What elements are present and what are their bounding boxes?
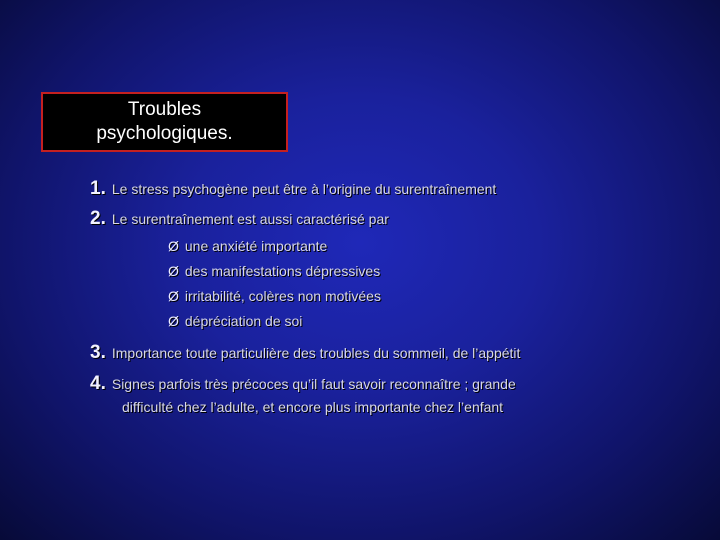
item-number: 4. xyxy=(90,373,106,394)
sub-item-text: des manifestations dépressives xyxy=(184,263,381,279)
sub-item-text: irritabilité, colères non motivées xyxy=(184,288,381,304)
sub-item-text: dépréciation de soi xyxy=(184,313,303,329)
item-number: 1. xyxy=(90,178,106,199)
item-text: Importance toute particulière des troubles du sommeil, de l’appétit xyxy=(111,345,521,361)
list-item-1 xyxy=(90,178,496,200)
arrow-icon: Ø xyxy=(168,313,179,329)
item-text: Le surentraînement est aussi caractérisé par xyxy=(111,211,389,227)
sub-item-2 xyxy=(168,261,380,281)
sub-item-4 xyxy=(168,311,302,331)
sub-item-1 xyxy=(168,236,327,256)
slide-title xyxy=(41,92,288,152)
item-number: 2. xyxy=(90,208,106,229)
arrow-icon: Ø xyxy=(168,238,179,254)
list-item-4-continuation xyxy=(122,396,503,418)
list-item-4 xyxy=(90,373,516,395)
list-item-3 xyxy=(90,342,520,364)
sub-item-3 xyxy=(168,286,381,306)
item-text: Le stress psychogène peut être à l’origine du surentraînement xyxy=(111,181,497,197)
title-line-1: Troubles xyxy=(127,99,202,120)
title-line-2: psychologiques. xyxy=(96,123,233,144)
item-text-continuation: difficulté chez l’adulte, et encore plus importante chez l’enfant xyxy=(122,399,504,415)
list-item-2 xyxy=(90,208,389,230)
item-number: 3. xyxy=(90,342,106,363)
arrow-icon: Ø xyxy=(168,288,179,304)
arrow-icon: Ø xyxy=(168,263,179,279)
item-text: Signes parfois très précoces qu’il faut savoir reconnaître ; grande xyxy=(111,376,516,392)
sub-item-text: une anxiété importante xyxy=(184,238,328,254)
